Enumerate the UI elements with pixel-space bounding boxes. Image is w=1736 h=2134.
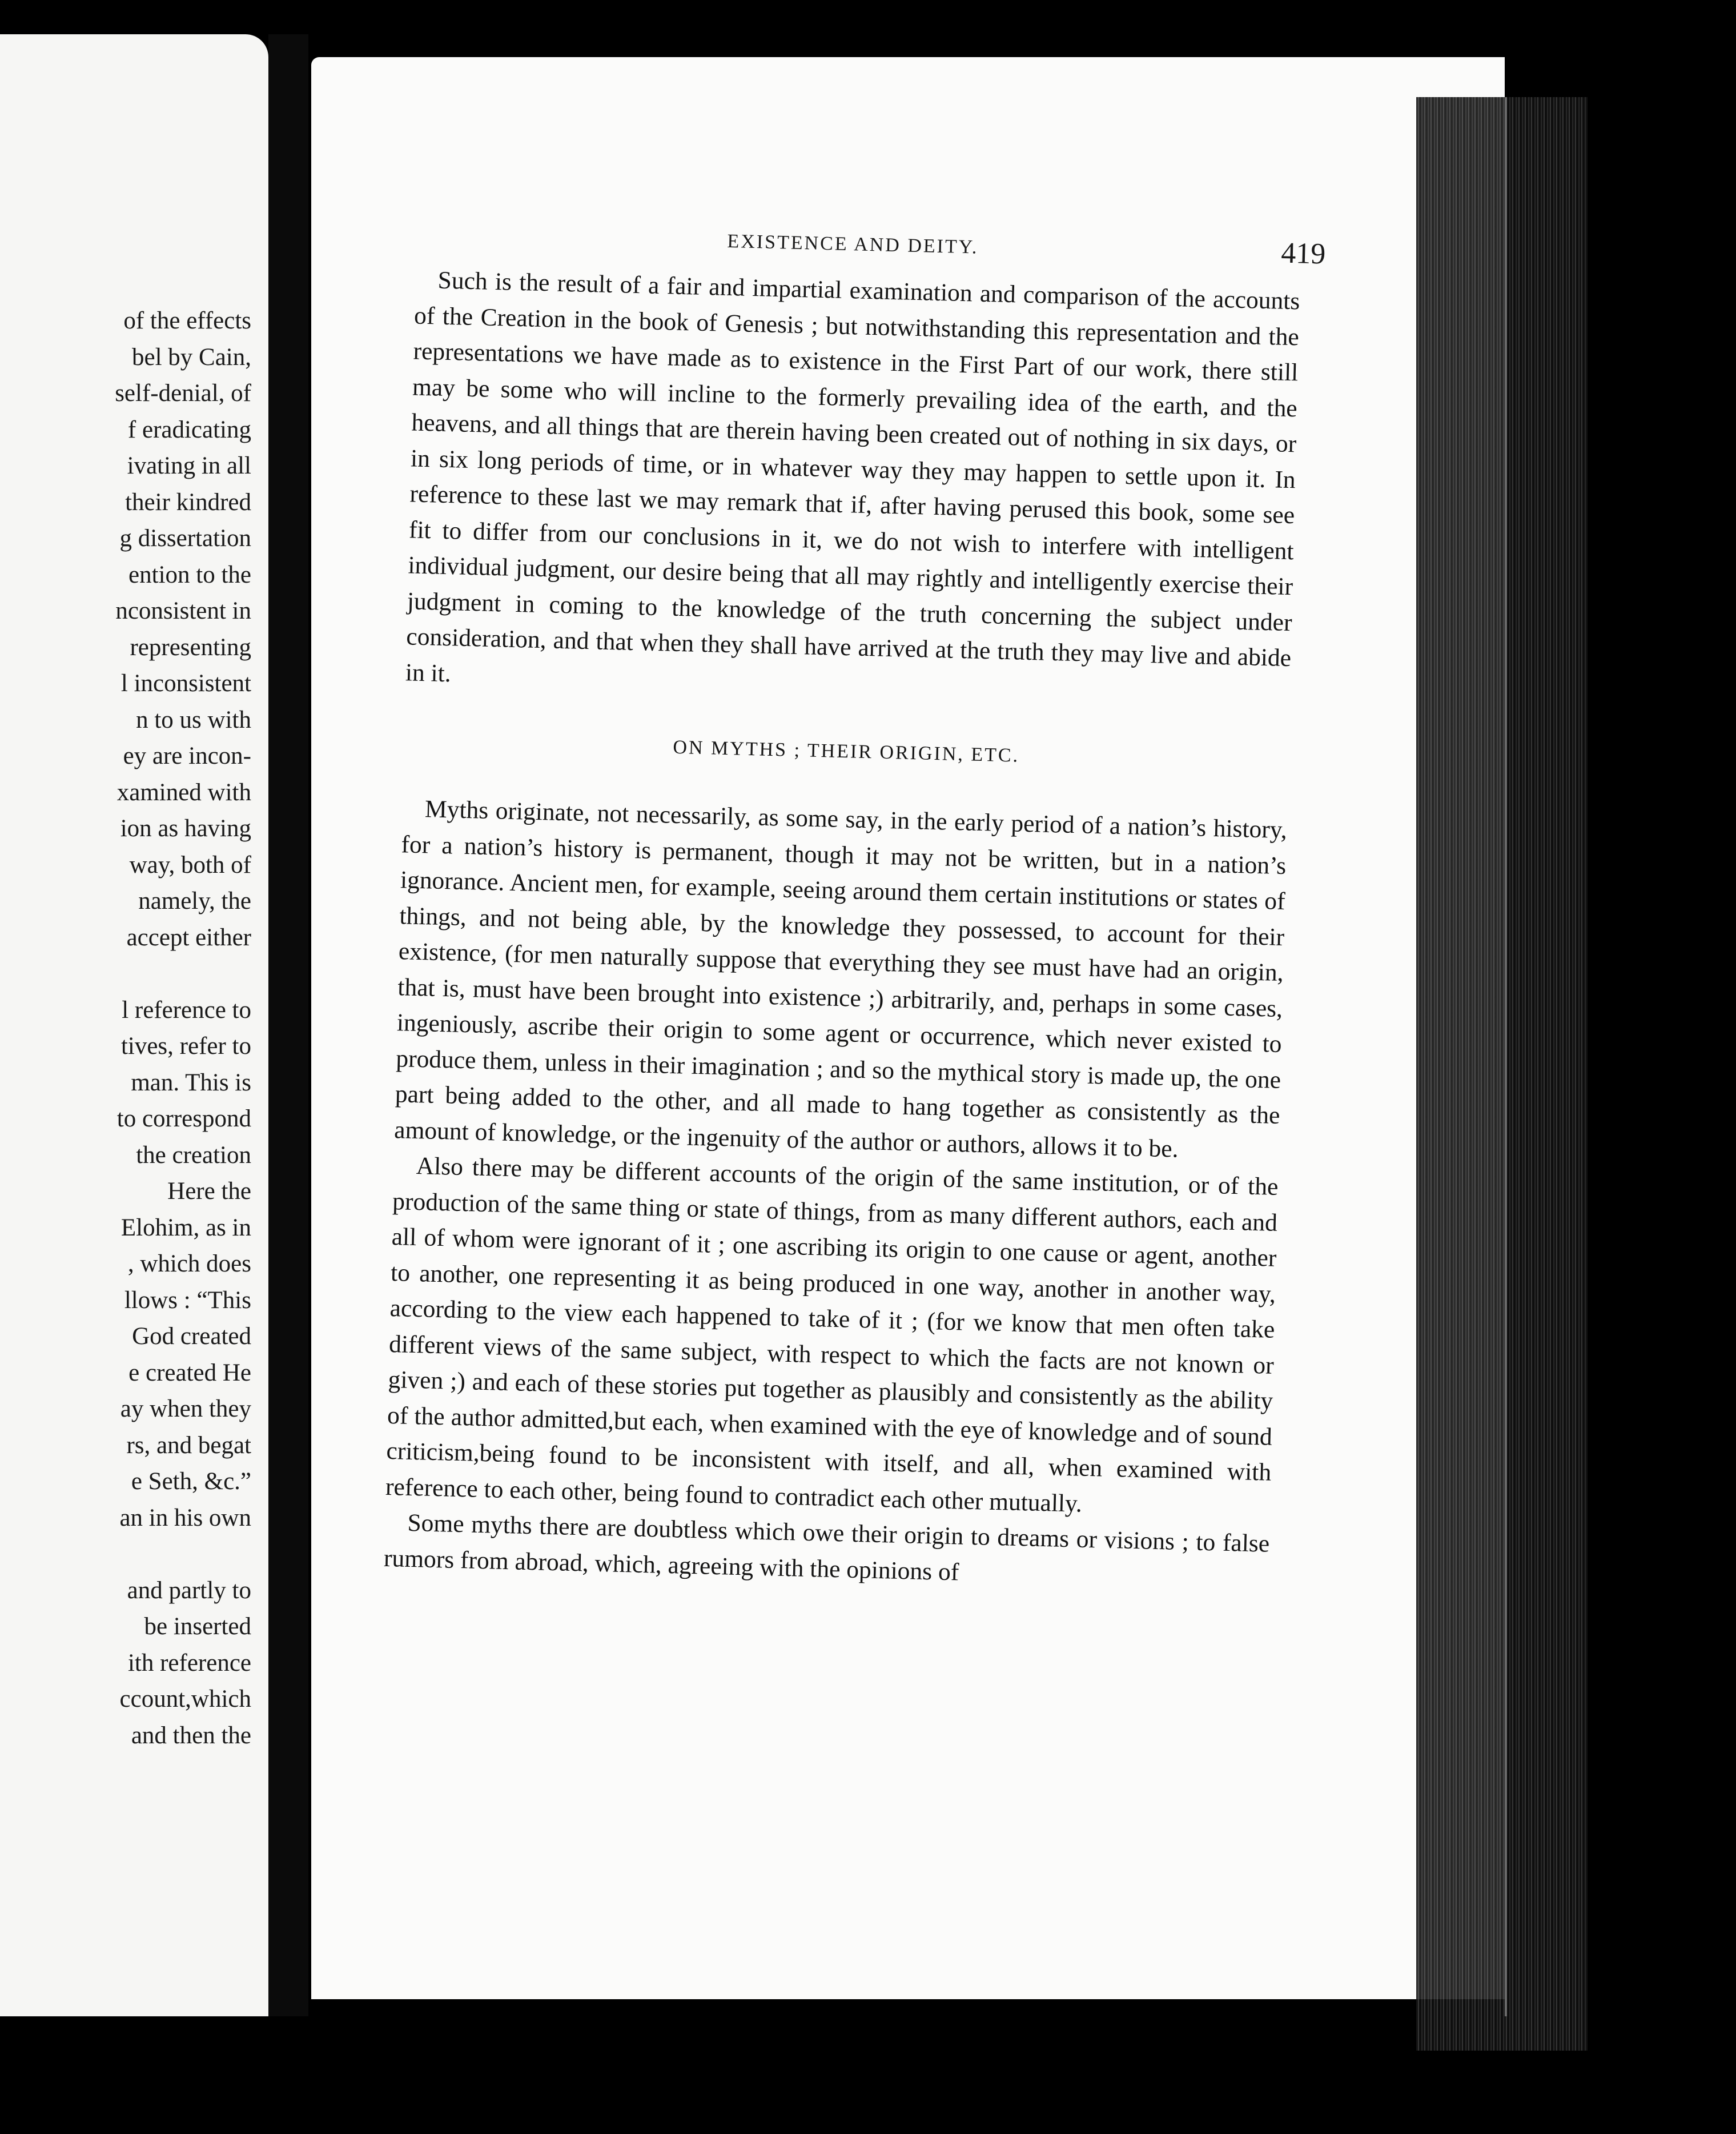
left-page-line: ention to the — [128, 561, 251, 588]
left-page-line: representing — [130, 633, 251, 661]
left-page-line: an in his own — [119, 1504, 251, 1531]
left-page-line: to correspond — [116, 1105, 251, 1132]
left-page-line: ith reference — [127, 1649, 251, 1676]
left-page-line: self-denial, of — [115, 380, 251, 407]
left-page-line: rs, and begat — [126, 1431, 251, 1459]
left-page-line: accept either — [126, 924, 251, 951]
page-edges — [1416, 97, 1588, 2051]
left-page-line: ey are incon- — [123, 743, 251, 769]
page-content — [311, 57, 1505, 1999]
book-gutter — [268, 34, 308, 2016]
left-page-line: l reference to — [122, 996, 251, 1024]
right-page — [311, 57, 1505, 1999]
left-page-line: way, both of — [129, 851, 251, 879]
left-page-line: xamined with — [116, 779, 251, 806]
left-page-line: be inserted — [144, 1613, 251, 1640]
left-page-line: l inconsistent — [120, 670, 251, 697]
left-page-line: , which does — [127, 1250, 251, 1277]
left-page-line — [115, 956, 251, 992]
left-page-line: tives, refer to — [120, 1033, 251, 1060]
left-page-line: of the effects — [123, 307, 251, 334]
left-page-line: n to us with — [136, 706, 251, 733]
left-page-line: ccount,which — [119, 1686, 251, 1712]
left-page-line: and partly to — [127, 1577, 251, 1604]
page-number: 419 — [1280, 236, 1327, 271]
left-page — [0, 34, 268, 2016]
left-page-line: Elohim, as in — [120, 1214, 251, 1241]
running-head: EXISTENCE AND DEITY. — [727, 230, 979, 258]
left-page-line: their kindred — [125, 488, 251, 516]
left-page-line: llows : “This — [124, 1286, 251, 1314]
left-page-line: bel by Cain, — [132, 343, 251, 371]
left-page-line: e created He — [128, 1359, 251, 1386]
paragraph-different-accounts: Also there may be different accounts of the origin of the same institution, or of the production of the same thing or state of things, from as many different authors, each and all of whom were ignorant of it ; one ascribing its origin to one cause or agent, another to another, one representing it as being produced in one way, another in another way, according to the view each happened to take of it ; (for we know that men often take different views of the same subject, with respect to which the facts are not known or given ;) and each of these stories put together as plausibly and consistently as the ability of the author admitted,but each, when examined with the eye of knowledge and of sound criticism,being found to be inconsistent with itself, and all, when examined with reference to each other, being found to contradict each other mutually. — [385, 1152, 1279, 1518]
paragraph-dreams-visions: Some myths there are doubtless which owe their origin to dreams or visions ; to false rumors from abroad, which, agreeing with the opinions of — [383, 1509, 1270, 1586]
paragraph-myths-origin: Myths originate, not necessarily, as some say, in the early period of a nation’s history, for a nation’s history is permanent, though it may not be written, but in a nation’s ignorance. Ancient men, for example, seeing around them certain institutions or states of things, and not being able, by the knowledge they possessed, to account for their existence, (for men naturally suppose that everything they see must have had an origin, that is, must have been brought into existence ;) arbitrarily, and, perhaps in some cases, ingeniously, ascribe their origin to some agent or occurrence, which never existed to produce them, unless in their imagination ; and so the mythical story is made up, the one part being added to the other, and all made to hang together as consistently as the amount of knowledge, or the ingenuity of the author or authors, allows it to be. — [393, 795, 1288, 1163]
left-page-line: man. This is — [131, 1069, 251, 1096]
left-page-line: ivating in all — [127, 452, 251, 479]
page-body — [383, 262, 1300, 1598]
section-heading: ON MYTHS ; THEIR ORIGIN, ETC. — [673, 736, 1020, 767]
left-page-line: God created — [132, 1323, 251, 1350]
left-page-line: the creation — [136, 1141, 251, 1169]
left-page-text — [115, 303, 251, 1754]
left-page-line: e Seth, &c.” — [131, 1468, 251, 1495]
left-page-line: and then the — [131, 1722, 251, 1749]
left-page-line: ay when they — [120, 1395, 251, 1422]
left-page-line: g dissertation — [119, 525, 251, 552]
left-page-line: ion as having — [120, 815, 251, 842]
left-page-line: f eradicating — [127, 416, 251, 443]
left-page-line — [115, 1536, 251, 1573]
left-page-line: Here the — [167, 1178, 251, 1205]
left-page-line: namely, the — [138, 888, 251, 914]
page-edge-highlight — [1505, 97, 1507, 2016]
paragraph-conclusion: Such is the result of a fair and impartial examination and comparison of the accounts of the Creation in the book of Genesis ; but notwithstanding this representation and the representations we have made as to existence in the First Part of our work, there still may be some who will incline to the formerly prevailing idea of the earth, and the heavens, and all things that are therein having been created out of nothing in six days, or in six long periods of time, or in whatever way they may happen to settle upon it. In reference to these last we may remark that if, after having perused this book, some see fit to differ from our conclusions in it, we do not wish to interfere with intelligent individual judgment, our desire being that all may rightly and intelligently exercise their judgment in coming to the knowledge of the truth concerning the subject under consideration, and that when they shall have arrived at the truth they may live and abide in it. — [405, 266, 1300, 687]
left-page-line: nconsistent in — [115, 597, 251, 624]
